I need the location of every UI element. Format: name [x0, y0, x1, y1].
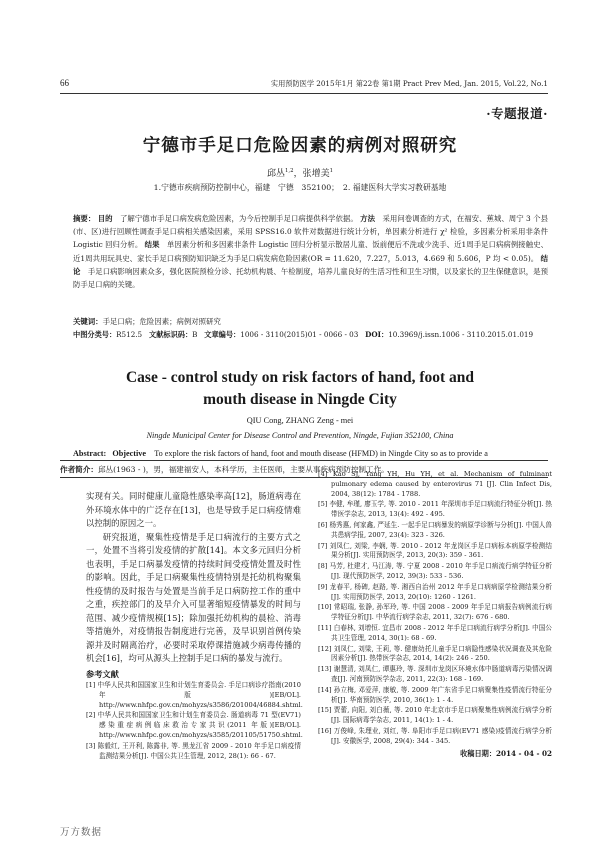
reference-item: [9] 龙春平, 杨碑, 赵路, 等. 湘西自治州 2012 年手足口病病原学检测结果分析[J]. 实用预防医学, 2013, 20(10): 1260 - 1261.	[318, 582, 552, 601]
author-info-text: 邱丛(1963 - )，男，福建福安人，本科学历，主任医师，主要从事疾病预防控制工作。	[97, 465, 389, 474]
reference-item: [5] 李健, 牟瑾, 廖玉学, 等. 2010 - 2011 年深圳市手足口病流行特征分析[J]. 热带医学杂志, 2013, 13(4): 492 - 495.	[318, 500, 552, 519]
abstract-section-text: 了解宁德市手足口病发病危险因素，为今后控制手足口病提供科学依据。	[112, 214, 358, 223]
chinese-affiliation: 1.宁德市疾病预防控制中心，福建 宁德 352100； 2. 福建医科大学实习教研基地	[153, 183, 447, 192]
body-paragraph: 研究报道，聚集性疫情是手足口病流行的主要方式之一，处置不当将引发疫情的扩散[14]。本文多元回归分析也表明，手足口病暴发疫情的持续时间受疫情处置及时性的影响。因此，手足口病聚集性疫情特别是托幼机构聚集性疫情的及时报告与处置是当前手足口病防控工作的重中之重，疾控部门的及早介入可显著缩短疫情暴发的时间与范围、减少疫情规模[15]；除加强托幼机构的晨检、消毒等措施外，对疫情报告制度进行完善，及早识别首例传染源并及时隔离治疗，必要时采取停课措施减少病毒传播的机会[16]，均可从源头上控制手足口病的暴发与流行。	[86, 531, 301, 663]
reference-item: [8] 马芳, 杜建才, 马江涛, 等. 宁夏 2008 - 2010 年手足口病流行病学特征分析[J]. 现代预防医学, 2012, 39(3): 533 - 536.	[318, 562, 552, 580]
english-abstract-text: To explore the risk factors of hand, foot and mouth disease (HFMD) in Ningde City so as to provide a	[146, 449, 488, 458]
right-column	[318, 470, 552, 759]
journal-citation: 实用预防医学 2015年1月 第22卷 第1期 Pract Prev Med, Jan. 2015, Vol.22, No.1	[270, 79, 548, 88]
chinese-keywords	[73, 315, 548, 328]
reference-item: [1] 中华人民共和国国家卫生和计划生育委员会. 手足口病诊疗指南(2010 年版)[EB/OL]. http://www.nhfpc.gov.cn/mohyzs/s3586/201004/46884.shtml.	[86, 681, 303, 709]
abstract-section-text: 单因素分析和多因素非条件 Logistic 回归分析显示散居儿童、饭前便后不洗或少洗手、近1周手足口病病例接触史、近1周共用玩具史、家长手足口病预防知识缺乏为手足口病发病危险因素(OR = 11.620，7.227，5.013，4.669 和 5.606，P 均 < 0.05)。	[73, 240, 548, 263]
author-name: 张增美	[302, 169, 330, 179]
left-column	[86, 490, 301, 762]
reference-item: [10] 常昭瑞, 张静, 孙军玲, 等. 中国 2008 - 2009 年手足口病报告病例流行病学特征分析[J]. 中华流行病学杂志, 2011, 32(7): 676 - 680.	[318, 603, 552, 622]
reference-item: [13] 谢慧清, 刘凤仁, 谭惠玲, 等. 深圳市龙岗区环境水体中肠道病毒污染情况调查[J]. 河南预防医学杂志, 2011, 22(3): 168 - 169.	[318, 665, 552, 683]
article-label: 文章编号：	[204, 330, 241, 339]
abstract-section-text: 手足口病影响因素众多，强化医院预检分诊、托幼机构晨、午检制度，培养儿童良好的生活习性和卫生习惯，以及家长的卫生保健意识，是预防手足口病的关键。	[73, 266, 548, 290]
reference-item: [15] 贾蕾, 向阳, 刘白薇, 等. 2010 年北京市手足口病聚集性病例流行病学分析[J]. 国际病毒学杂志, 2011, 14(1): 1 - 4.	[318, 706, 552, 725]
reference-item: [12] 刘凤仁, 刘梁, 王莉, 等. 健康幼托儿童手足口病隐性感染状况调查及其危险因素分析[J]. 热带医学杂志, 2014, 14(2): 246 - 250.	[318, 644, 552, 663]
received-date: 收稿日期：2014 - 04 - 02	[460, 748, 552, 758]
reference-item: [11] 白春林, 刘增恒. 宜昌市 2008 - 2012 年手足口病流行病学分析[J]. 中国公共卫生管理, 2014, 30(1): 68 - 69.	[318, 623, 552, 642]
class-value: R512.5	[116, 330, 143, 339]
doi-value: 10.3969/j.issn.1006 - 3110.2015.01.019	[388, 330, 534, 339]
section-tag: ·专题报道·	[486, 106, 548, 121]
reference-item: [16] 万俊峰, 朱理业, 刘红, 等. 阜阳市手足口病(EV71 感染)疫情流行病学分析[J]. 安徽医学, 2008, 29(4): 344 - 345.	[318, 726, 552, 745]
keywords-label: 关键词：	[73, 317, 103, 326]
class-label: 中图分类号：	[73, 330, 117, 339]
reference-item: [4] Kao SJ, Yang YH, Hu YH, et al. Mechanism of fulminant pulmonary edema caused by enterovirus 71 [J]. Clin Infect Dis, 2004, 38(12): 1784 - 1788.	[318, 470, 552, 498]
keywords-text: 手足口病；危险因素；病例对照研究	[102, 317, 221, 326]
english-title	[0, 367, 600, 411]
running-header	[60, 78, 548, 92]
author-name: 邱丛	[266, 169, 285, 179]
classification-row	[73, 330, 548, 340]
reference-item: [2] 中华人民共和国国家卫生和计划生育委员会. 肠道病毒 71 型(EV71)感染重症病例临床救治专家共识(2011 年版)[EB/OL]. http://www.nhfpc.gov.cn/mohyzs/s3585/201105/51750.shtml.	[86, 711, 303, 739]
doc-value: B	[192, 330, 198, 339]
author-separator: ，	[293, 169, 303, 179]
english-affiliation: Ningde Municipal Center for Disease Control and Prevention, Ningde, Fujian 352100, China	[146, 431, 454, 440]
english-abstract	[73, 448, 548, 459]
watermark: 万方数据	[60, 827, 103, 838]
english-title-line: Case - control study on risk factors of hand, foot and	[125, 369, 475, 386]
chinese-abstract	[73, 212, 548, 291]
author-info-label: 作者简介：	[60, 465, 98, 474]
reference-list-right	[318, 470, 552, 747]
abstract-section-label: 方法	[360, 214, 376, 223]
chinese-authors	[0, 166, 600, 179]
abstract-section-label: 结论	[73, 253, 548, 276]
reference-item: [7] 刘凤仁, 刘梁, 李娴, 等. 2010 - 2012 年龙岗区手足口病标本病原学检测结果分析[J]. 实用预防医学, 2013, 20(3): 359 - 361.	[318, 541, 552, 560]
objective-label: Objective	[112, 449, 146, 458]
doi-label: DOI：	[365, 330, 389, 339]
chinese-title: 宁德市手足口危险因素的病例对照研究	[142, 136, 458, 156]
abstract-section-text: 采用问卷调查的方式，在福安、蕉城、周宁 3 个县(市、区)进行回顾性调查手足口病相关感染因素，采用 SPSS16.0 软件对数据进行统计分析，单因素分析进行 χ² 检验，多因素分析采用非条件 Logistic 回归分析。	[73, 214, 548, 250]
abstract-section-label: 目的	[97, 214, 113, 223]
reference-list-left	[86, 681, 301, 761]
article-value: 1006 - 3110(2015)01 - 0066 - 03	[240, 330, 359, 339]
body-paragraph: 实现有关。同时健康儿童隐性感染率高[12]，肠道病毒在外环境水体中的广泛存在[13]，也是导致手足口病疫情难以控制的原因之一。	[86, 491, 301, 528]
header-rule	[60, 93, 548, 94]
author-sup: 1,2	[284, 168, 294, 174]
english-title-line: mouth disease in Ningde City	[203, 391, 397, 408]
abstract-section-label: 结果	[144, 240, 160, 250]
doc-label: 文献标识码：	[149, 330, 193, 339]
author-sup: 1	[329, 168, 334, 174]
reference-item: [14] 孙立梅, 邓爱萍, 康敏, 等. 2009 年广东省手足口病聚集性疫情流行特征分析[J]. 华南预防医学, 2010, 36(1): 1 - 4.	[318, 685, 552, 704]
page-number: 66	[60, 78, 69, 88]
references-heading: 参考文献	[86, 668, 119, 679]
english-abstract-label: Abstract:	[73, 449, 107, 458]
abstract-label: 摘要：	[73, 214, 96, 223]
reference-item: [6] 杨秀惠, 何家鑫, 严延生. 一起手足口病暴发的病原学诊断与分析[J]. 中国人兽共患病学报, 2007, 23(4): 323 - 326.	[318, 520, 552, 539]
reference-item: [3] 陈毅红, 王开利, 陈露非, 等. 黑龙江省 2009 - 2010 年手足口病疫情监测结果分析[J]. 中国公共卫生管理, 2012, 28(1): 66 - 67.	[86, 741, 301, 760]
divider-rule	[60, 460, 548, 461]
english-authors: QIU Cong, ZHANG Zeng - mei	[246, 416, 354, 425]
